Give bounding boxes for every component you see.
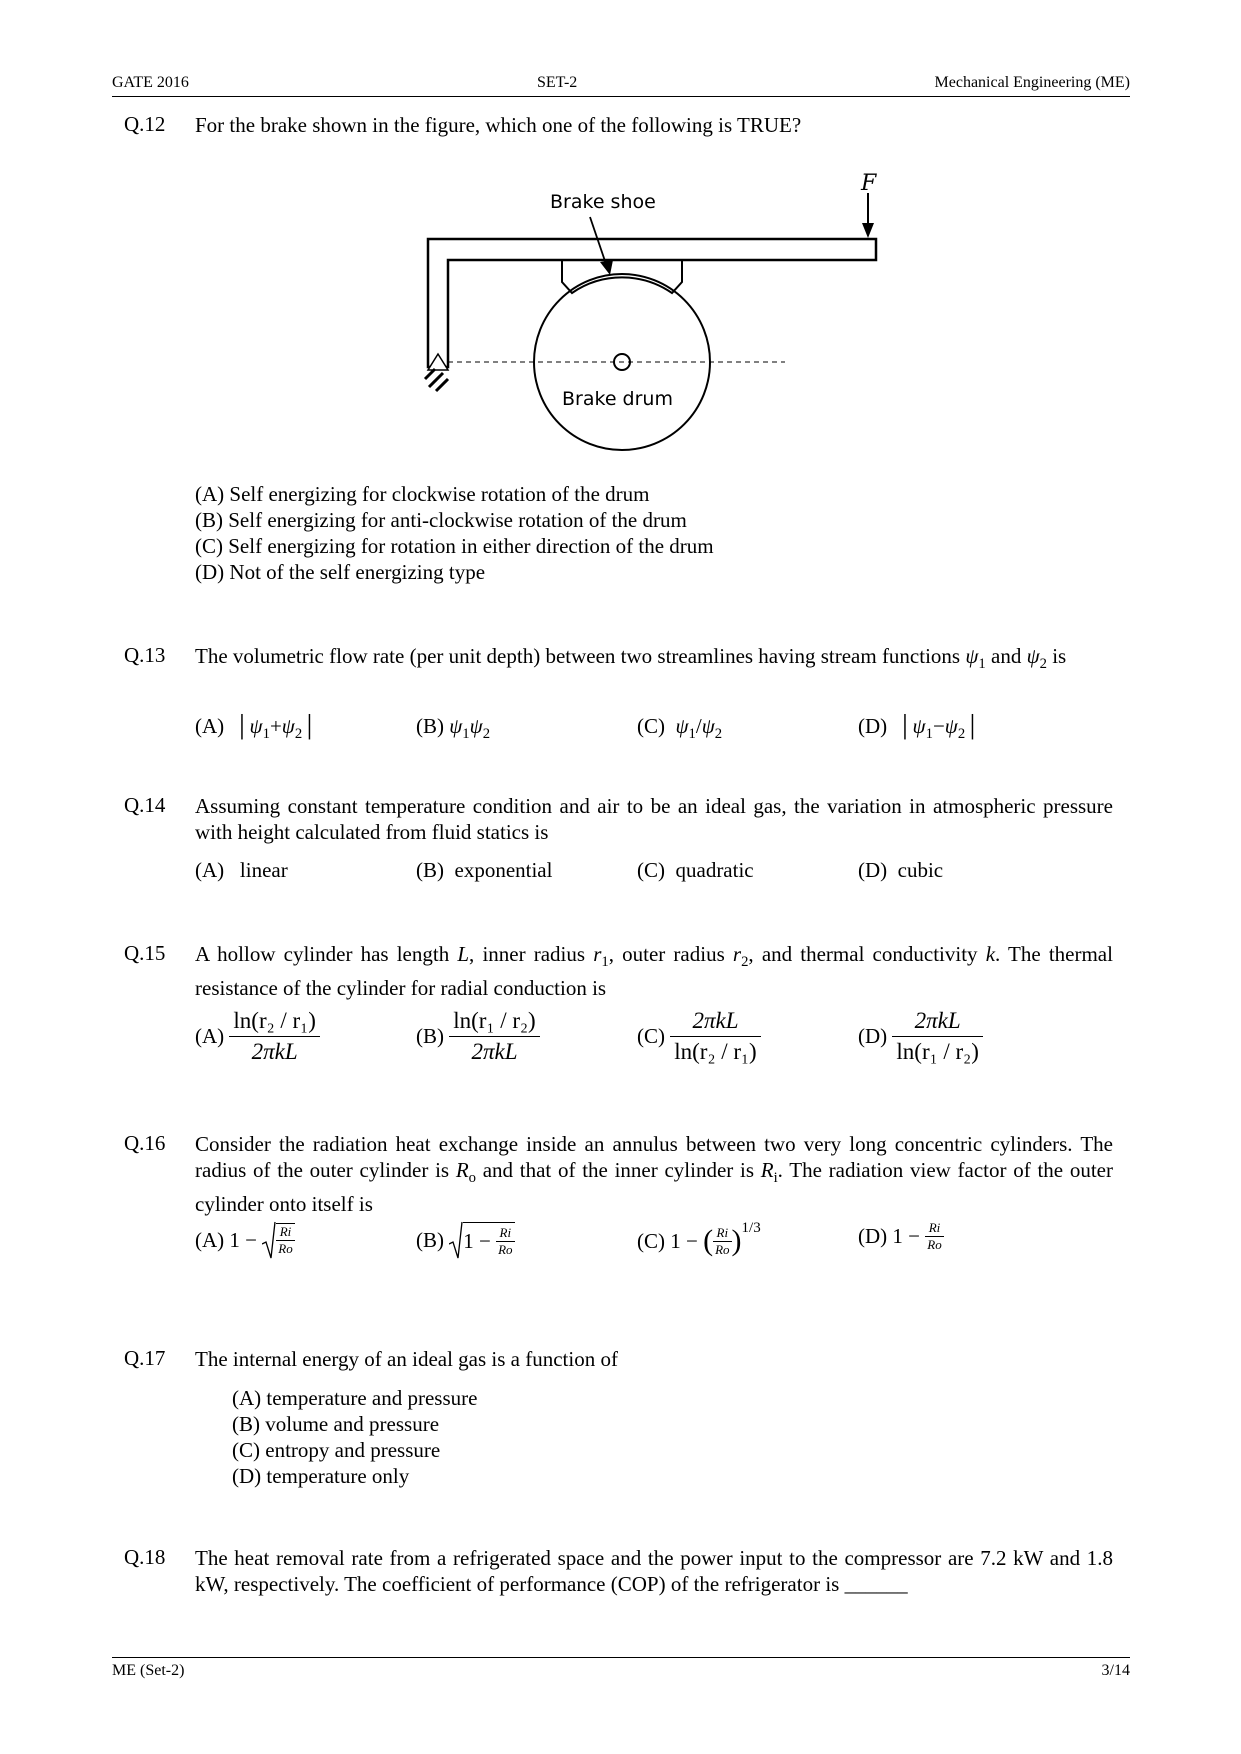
q13-text-main: The volumetric flow rate (per unit depth) between two streamlines having stream functions [195, 644, 961, 668]
q12-number: Q.12 [124, 112, 166, 136]
q15-text: A hollow cylinder has length L, inner radius $r_1$, outer radius $r_2$, and thermal conductivity k. The thermal resistance of the cylinder for radial conduction is [195, 942, 1113, 1001]
header-subject: Mechanical Engineering (ME) [934, 74, 1130, 91]
header-set: SET-2 [537, 74, 578, 91]
psi-sub: 2 [1039, 656, 1047, 673]
q13-option-a: (A) $│\psi_1+\psi_2│$ [195, 714, 318, 743]
sqrt-sign: 1 − $\frac{Ri}{Ro}$ [449, 1220, 514, 1260]
q16-option-a: (A) 1 − $\frac{Ri}{Ro}$ [195, 1220, 295, 1260]
q13-option-d: (D) $│\psi_1-\psi_2│$ [858, 714, 981, 743]
q17-number: Q.17 [124, 1346, 166, 1370]
q16-option-c: (C) 1 − ( $\frac{Ri}{Ro}$ )$^{1/3}$ [637, 1220, 761, 1258]
header-exam-name: GATE 2016 [112, 74, 189, 91]
brake-figure [410, 165, 890, 465]
q17-option-a: (A) temperature and pressure [232, 1386, 478, 1410]
brake-lever [428, 239, 876, 367]
brake-drum-label: Brake drum [562, 388, 673, 410]
q12-option-d: (D) Not of the self energizing type [195, 560, 486, 584]
hinge-pivot [428, 354, 448, 370]
shoe-pointer [590, 217, 606, 264]
q18-text: The heat removal rate from a refrigerated space and the power input to the compressor are 7.2 kW and 1.8 kW, respectively. The coefficient of performance (COP) of the refrigerator is ______ [195, 1546, 1113, 1596]
shoe-pointer-head [600, 260, 613, 275]
q15-number: Q.15 [124, 941, 166, 965]
brake-shoe-label: Brake shoe [550, 191, 656, 213]
q16-text: Consider the radiation heat exchange inside an annulus between two very long concentric cylinders. The radius of the outer cylinder is $R_o$ and that of the inner cylinder is $R_i$. The radiation view factor of the outer cylinder onto itself is [195, 1132, 1113, 1217]
force-arrowhead [862, 223, 874, 238]
q13-number: Q.13 [124, 643, 166, 667]
header-rule [112, 96, 1130, 97]
q15-option-d: (D) $\frac{\text{2πkL}}{\text{ln(r₁ / r₂)}}$ [858, 1006, 983, 1067]
q17-option-b: (B) volume and pressure [232, 1412, 440, 1436]
q13-option-b: (B) $\psi_1\psi_2$ [416, 714, 491, 743]
force-label: F [861, 171, 877, 196]
footer-rule [112, 1657, 1130, 1658]
q15-option-b: (B) $\frac{\text{ln(r₁ / r₂)}}{\text{2πkL}}$ [416, 1006, 540, 1067]
q12-option-a: (A) Self energizing for clockwise rotation of the drum [195, 482, 650, 506]
q15-option-a: (A) $\frac{\text{ln(r₂ / r₁)}}{\text{2πkL}}$ [195, 1006, 320, 1067]
q12-option-b: (B) Self energizing for anti-clockwise rotation of the drum [195, 508, 687, 532]
q13-text-is: is [1052, 644, 1067, 668]
brake-shoe [562, 260, 682, 293]
q14-text: Assuming constant temperature condition and air to be an ideal gas, the variation in atmospheric pressure with height calculated from fluid statics is [195, 794, 1113, 844]
q14-option-a: (A) linear [195, 858, 288, 882]
q13-text [195, 643, 1113, 677]
psi-symbol: ψ [965, 644, 979, 668]
q13-option-c: (C) $\psi_1/\psi_2$ [637, 714, 723, 743]
sqrt-sign: $\frac{Ri}{Ro}$ [262, 1220, 294, 1260]
q14-number: Q.14 [124, 793, 166, 817]
q16-option-d: (D) 1 − $\frac{Ri}{Ro}$ [858, 1220, 942, 1252]
q14-option-b: (B) exponential [416, 858, 553, 882]
q17-option-c: (C) entropy and pressure [232, 1438, 441, 1462]
q16-number: Q.16 [124, 1131, 166, 1155]
footer-paper-code: ME (Set-2) [112, 1662, 185, 1679]
q18-number: Q.18 [124, 1545, 166, 1569]
q12-option-c: (C) Self energizing for rotation in either direction of the drum [195, 534, 714, 558]
page-number: 3/14 [1101, 1662, 1130, 1679]
q14-option-d: (D) cubic [858, 858, 944, 882]
ground-hatch [425, 369, 448, 391]
q17-text: The internal energy of an ideal gas is a function of [195, 1347, 618, 1371]
q14-option-c: (C) quadratic [637, 858, 754, 882]
q16-option-b: (B) 1 − $\frac{Ri}{Ro}$ [416, 1220, 515, 1260]
q12-text: For the brake shown in the figure, which one of the following is TRUE? [195, 113, 802, 137]
q17-option-d: (D) temperature only [232, 1464, 410, 1488]
q13-text-and: and [991, 644, 1022, 668]
psi-symbol: ψ [1026, 644, 1040, 668]
q15-option-c: (C) $\frac{\text{2πkL}}{\text{ln(r₂ / r₁)}}$ [637, 1006, 761, 1067]
psi-sub: 1 [978, 656, 986, 673]
